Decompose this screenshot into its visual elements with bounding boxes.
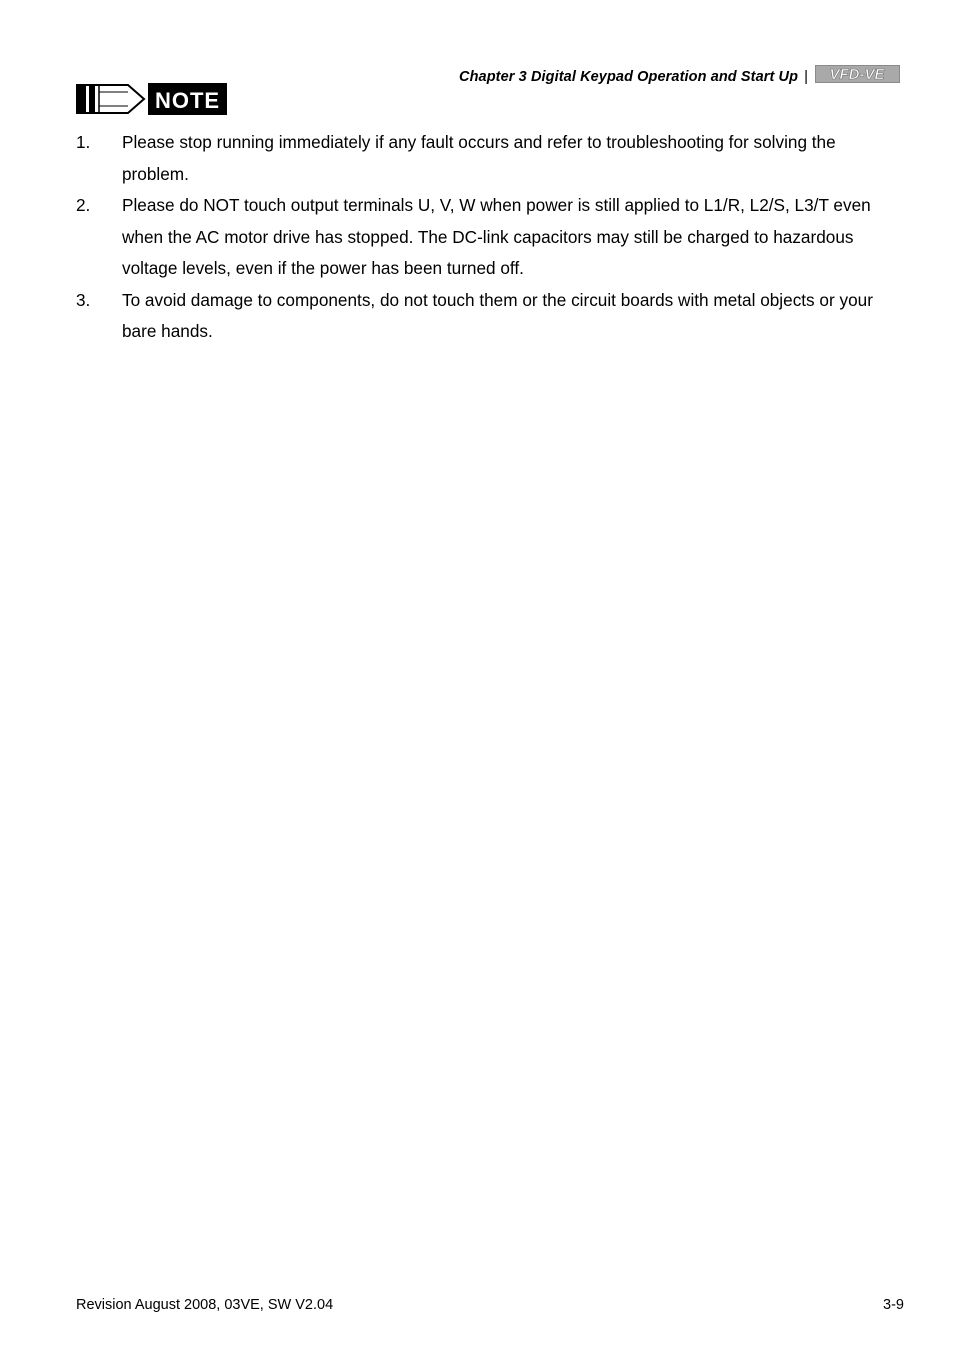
note-label: NOTE — [154, 88, 221, 113]
item-text: Please stop running immediately if any fault occurs and refer to troubleshooting for solving the problem. — [122, 132, 836, 184]
note-list — [76, 127, 896, 348]
product-logo — [815, 65, 900, 83]
item-text: To avoid damage to components, do not touch them or the circuit boards with metal objects or your bare hands. — [122, 289, 873, 341]
list-item — [76, 190, 896, 285]
header-separator: | — [804, 67, 808, 85]
revision-info: Revision August 2008, 03VE, SW V2.04 — [76, 1297, 334, 1313]
chapter-title: Chapter 3 Digital Keypad Operation and Start Up — [459, 69, 799, 85]
item-text: Please do NOT touch output terminals U, V, W when power is still applied to L1/R, L2/S, L3/T even when the AC motor drive has stopped. The DC-link capacitors may still be charged to hazardous voltage levels, even if the power has been turned off. — [122, 195, 871, 278]
item-number: 2. — [76, 195, 91, 215]
item-number: 1. — [76, 132, 91, 152]
note-icon — [76, 82, 228, 116]
list-item — [76, 285, 896, 348]
page-footer — [76, 1297, 904, 1313]
list-item — [76, 127, 896, 190]
svg-text:VFD-VE: VFD-VE — [829, 66, 885, 83]
page-header — [459, 66, 900, 88]
page-number: 3-9 — [883, 1297, 904, 1313]
item-number: 3. — [76, 289, 91, 310]
